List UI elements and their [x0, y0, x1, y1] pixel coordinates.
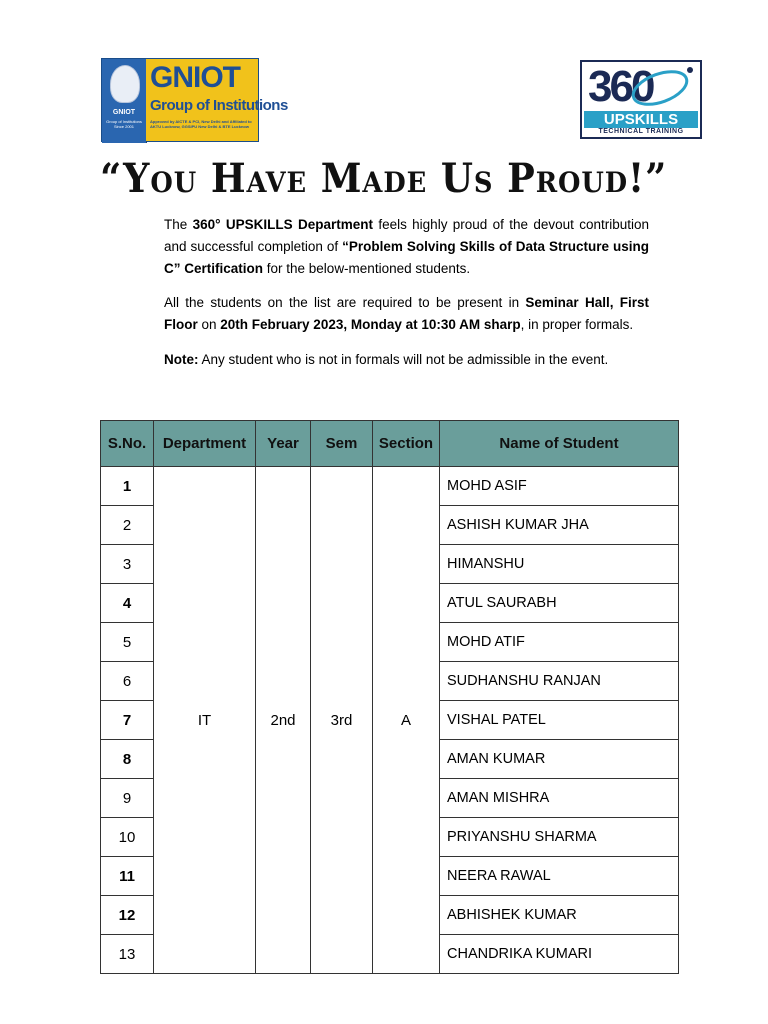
sem-cell: 3rd: [311, 467, 373, 974]
header-name: Name of Student: [440, 421, 679, 467]
year-cell: 2nd: [256, 467, 311, 974]
intro-paragraph: [164, 214, 649, 280]
header-department: Department: [154, 421, 256, 467]
serial-number: 11: [101, 857, 154, 896]
serial-number: 8: [101, 740, 154, 779]
serial-number: 13: [101, 935, 154, 974]
headline: “You Have Made Us Proud!”: [100, 155, 668, 202]
bold-text: 20th February 2023, Monday at 10:30 AM sharp: [220, 317, 521, 332]
serial-number: 10: [101, 818, 154, 857]
orbit-icon: [582, 62, 700, 112]
text-run: , in proper formals.: [520, 317, 634, 332]
student-name: MOHD ASIF: [440, 467, 679, 506]
serial-number: 4: [101, 584, 154, 623]
department-cell: IT: [154, 467, 256, 974]
student-name: PRIYANSHU SHARMA: [440, 818, 679, 857]
emblem-name: GNIOT: [112, 109, 136, 116]
serial-number: 1: [101, 467, 154, 506]
serial-number: 7: [101, 701, 154, 740]
gniot-emblem: [102, 59, 147, 143]
table-body: [101, 467, 679, 974]
gniot-brand: GNIOT: [150, 61, 240, 94]
serial-number: 12: [101, 896, 154, 935]
serial-number: 6: [101, 662, 154, 701]
gniot-logo: [101, 58, 288, 142]
bold-text: “Problem Solving Skills of Data Structure using C” Certification: [164, 239, 649, 276]
text-run: on: [197, 317, 221, 332]
student-name: HIMANSHU: [440, 545, 679, 584]
student-name: AMAN MISHRA: [440, 779, 679, 818]
student-name: ABHISHEK KUMAR: [440, 896, 679, 935]
table-header-row: [101, 421, 679, 467]
emblem-subtitle: Group of Institutions Since 2001: [106, 119, 142, 129]
table-row: [101, 467, 679, 506]
text-run: Any student who is not in formals will not be admissible in the event.: [198, 352, 609, 367]
serial-number: 2: [101, 506, 154, 545]
upskills-logo: [580, 60, 702, 139]
gniot-brand-sub: Group of Institutions: [150, 97, 288, 114]
student-name: NEERA RAWAL: [440, 857, 679, 896]
text-run: All the students on the list are required to be present in: [164, 295, 526, 310]
student-name: ATUL SAURABH: [440, 584, 679, 623]
text-run: feels highly proud of the devout contribution and successful completion of: [164, 217, 649, 254]
header-sem: Sem: [311, 421, 373, 467]
seal-icon: [110, 65, 140, 103]
serial-number: 9: [101, 779, 154, 818]
text-run: The: [164, 217, 193, 232]
upskills-band: UPSKILLS: [584, 111, 698, 128]
bold-text: Seminar Hall, First Floor: [164, 295, 650, 332]
upskills-tagline: TECHNICAL TRAINING: [598, 128, 684, 135]
students-table: [100, 420, 679, 974]
serial-number: 3: [101, 545, 154, 584]
upskills-number: 360: [588, 62, 653, 111]
header-sno: S.No.: [101, 421, 154, 467]
student-name: CHANDRIKA KUMARI: [440, 935, 679, 974]
bold-text: Note:: [164, 352, 199, 367]
text-run: for the below-mentioned students.: [263, 261, 471, 276]
student-name: ASHISH KUMAR JHA: [440, 506, 679, 545]
student-name: SUDHANSHU RANJAN: [440, 662, 679, 701]
venue-paragraph: [164, 292, 649, 336]
student-name: AMAN KUMAR: [440, 740, 679, 779]
gniot-plate: [146, 59, 288, 141]
student-name: VISHAL PATEL: [440, 701, 679, 740]
section-cell: A: [373, 467, 440, 974]
serial-number: 5: [101, 623, 154, 662]
note-paragraph: [164, 349, 649, 371]
header-section: Section: [373, 421, 440, 467]
gniot-approval: Approved by AICTE & PCI, New Delhi and Affiliated to AKTU Lucknow, GGSIPU New Delhi & BTE Lucknow: [150, 119, 252, 129]
student-name: MOHD ATIF: [440, 623, 679, 662]
bold-text: 360° UPSKILLS Department: [192, 217, 373, 232]
header-year: Year: [256, 421, 311, 467]
